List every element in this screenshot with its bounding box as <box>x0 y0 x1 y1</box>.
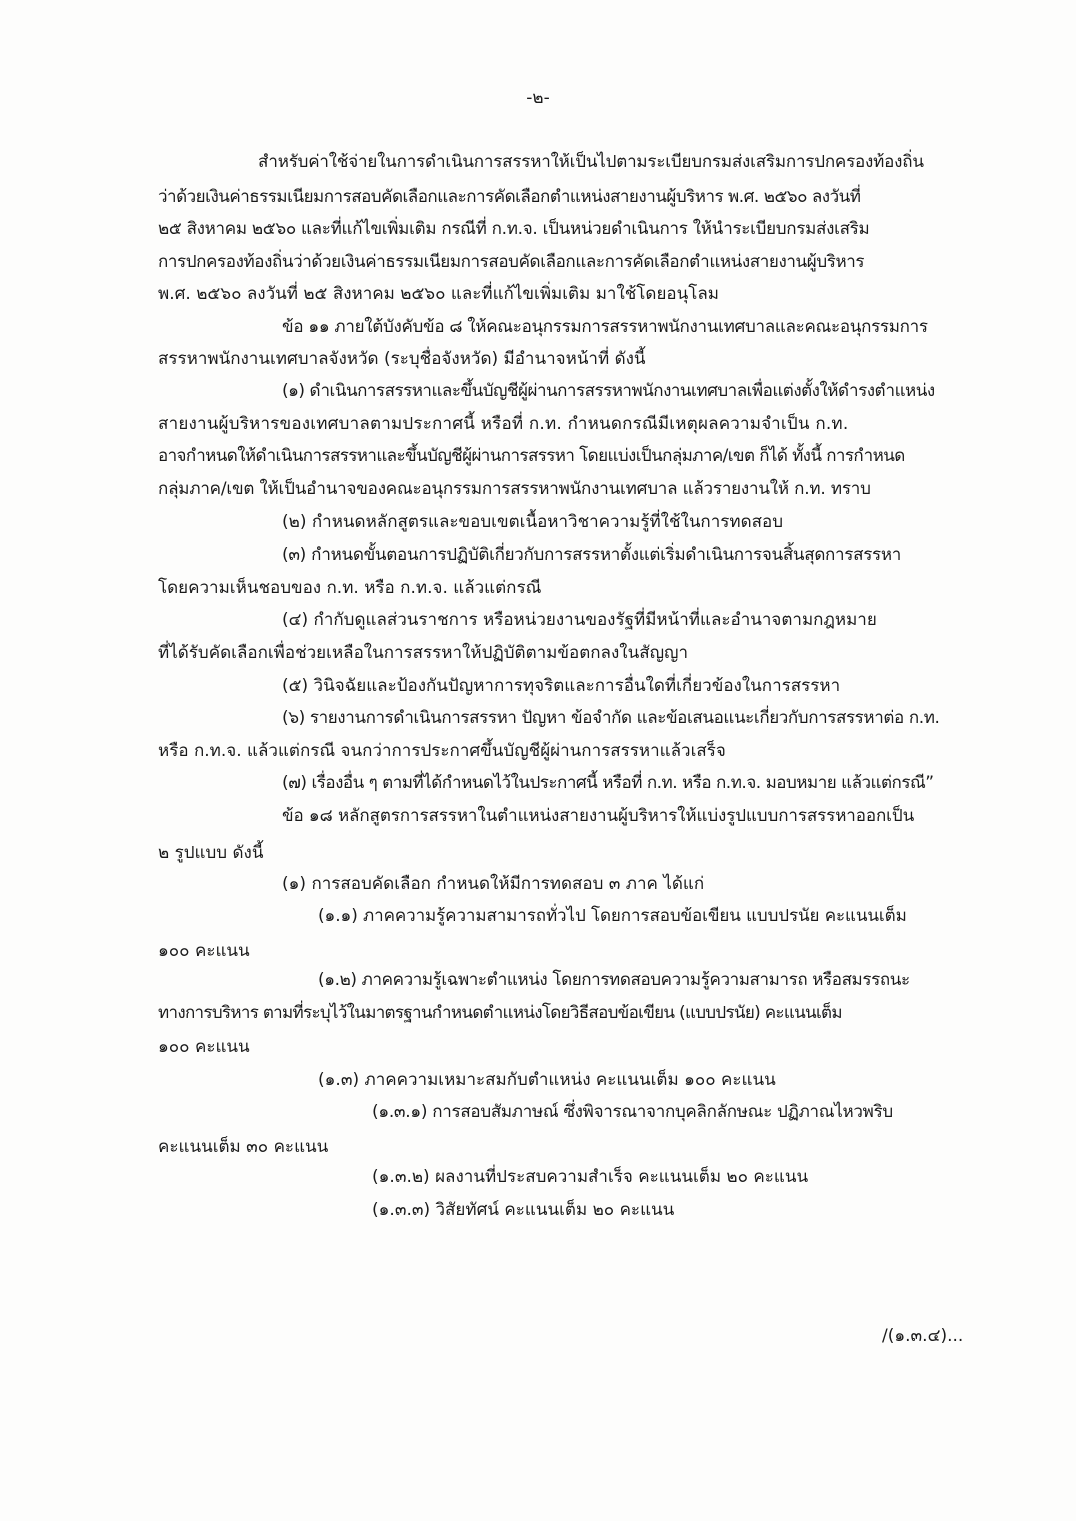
text-line: (๑.๑) ภาคความรู้ความสามารถทั่วไป โดยการสอบข้อเขียน แบบปรนัย คะแนนเต็ม <box>318 906 907 926</box>
text-line: (๑.๓.๑) การสอบสัมภาษณ์ ซึ่งพิจารณาจากบุคลิกลักษณะ ปฏิภาณไหวพริบ <box>372 1102 893 1122</box>
text-line: สายงานผู้บริหารของเทศบาลตามประกาศนี้ หรือที่ ก.ท. กำหนดกรณีมีเหตุผลความจำเป็น ก.ท. <box>158 414 849 434</box>
text-line: ๑๐๐ คะแนน <box>158 941 250 961</box>
text-line: (๕) วินิจฉัยและป้องกันปัญหาการทุจริตและการอื่นใดที่เกี่ยวข้องในการสรรหา <box>282 676 841 696</box>
text-line: (๗) เรื่องอื่น ๆ ตามที่ได้กำหนดไว้ในประกาศนี้ หรือที่ ก.ท. หรือ ก.ท.จ. มอบหมาย แล้วแต่กรณี” <box>282 773 934 793</box>
text-line: อาจกำหนดให้ดำเนินการสรรหาและขึ้นบัญชีผู้ผ่านการสรรหา โดยแบ่งเป็นกลุ่มภาค/เขต ก็ได้ ทั้งนี้ การกำหนด <box>158 446 905 466</box>
text-line: (๑.๓.๓) วิสัยทัศน์ คะแนนเต็ม ๒๐ คะแนน <box>372 1200 675 1220</box>
text-line: ว่าด้วยเงินค่าธรรมเนียมการสอบคัดเลือกและการคัดเลือกตำแหน่งสายงานผู้บริหาร พ.ศ. ๒๕๖๐ ลงวันที่ <box>158 187 861 207</box>
text-line: ๑๐๐ คะแนน <box>158 1037 250 1057</box>
text-line: กลุ่มภาค/เขต ให้เป็นอำนาจของคณะอนุกรรมการสรรหาพนักงานเทศบาล แล้วรายงานให้ ก.ท. ทราบ <box>158 479 871 499</box>
continuation-reference: /(๑.๓.๔)... <box>882 1326 964 1346</box>
text-line: ๒ รูปแบบ ดังนี้ <box>158 843 264 863</box>
text-line: ทางการบริหาร ตามที่ระบุไว้ในมาตรฐานกำหนดตำแหน่งโดยวิธีสอบข้อเขียน (แบบปรนัย) คะแนนเต็ม <box>158 1003 842 1023</box>
text-line: (๑) การสอบคัดเลือก กำหนดให้มีการทดสอบ ๓ ภาค ได้แก่ <box>282 874 705 894</box>
text-line: ข้อ ๑๑ ภายใต้บังคับข้อ ๘ ให้คณะอนุกรรมการสรรหาพนักงานเทศบาลและคณะอนุกรรมการ <box>282 317 928 337</box>
text-line: (๔) กำกับดูแลส่วนราชการ หรือหน่วยงานของรัฐที่มีหน้าที่และอำนาจตามกฎหมาย <box>282 610 877 630</box>
text-line: (๑) ดำเนินการสรรหาและขึ้นบัญชีผู้ผ่านการสรรหาพนักงานเทศบาลเพื่อแต่งตั้งให้ดำรงตำแหน่ง <box>282 381 935 401</box>
text-line: (๑.๒) ภาคความรู้เฉพาะตำแหน่ง โดยการทดสอบความรู้ความสามารถ หรือสมรรถนะ <box>318 970 910 990</box>
text-line: สำหรับค่าใช้จ่ายในการดำเนินการสรรหาให้เป็นไปตามระเบียบกรมส่งเสริมการปกครองท้องถิ่น <box>258 152 924 172</box>
text-line: (๒) กำหนดหลักสูตรและขอบเขตเนื้อหาวิชาความรู้ที่ใช้ในการทดสอบ <box>282 512 784 532</box>
text-line: (๓) กำหนดขั้นตอนการปฏิบัติเกี่ยวกับการสรรหาตั้งแต่เริ่มดำเนินการจนสิ้นสุดการสรรหา <box>282 545 902 565</box>
text-line: โดยความเห็นชอบของ ก.ท. หรือ ก.ท.จ. แล้วแต่กรณี <box>158 578 542 598</box>
page-number: -๒- <box>526 88 550 108</box>
text-line: (๖) รายงานการดำเนินการสรรหา ปัญหา ข้อจำกัด และข้อเสนอแนะเกี่ยวกับการสรรหาต่อ ก.ท. <box>282 708 940 728</box>
text-line: (๑.๓) ภาคความเหมาะสมกับตำแหน่ง คะแนนเต็ม ๑๐๐ คะแนน <box>318 1070 776 1090</box>
text-line: ๒๕ สิงหาคม ๒๕๖๐ และที่แก้ไขเพิ่มเติม กรณีที่ ก.ท.จ. เป็นหน่วยดำเนินการ ให้นำระเบียบกรมส่งเสริม <box>158 219 870 239</box>
text-line: สรรหาพนักงานเทศบาลจังหวัด (ระบุชื่อจังหวัด) มีอำนาจหน้าที่ ดังนี้ <box>158 349 646 369</box>
text-line: (๑.๓.๒) ผลงานที่ประสบความสำเร็จ คะแนนเต็ม ๒๐ คะแนน <box>372 1167 809 1187</box>
text-line: ที่ได้รับคัดเลือกเพื่อช่วยเหลือในการสรรหาให้ปฏิบัติตามข้อตกลงในสัญญา <box>158 643 689 663</box>
text-line: คะแนนเต็ม ๓๐ คะแนน <box>158 1137 329 1157</box>
text-line: หรือ ก.ท.จ. แล้วแต่กรณี จนกว่าการประกาศขึ้นบัญชีผู้ผ่านการสรรหาแล้วเสร็จ <box>158 741 726 761</box>
text-line: พ.ศ. ๒๕๖๐ ลงวันที่ ๒๕ สิงหาคม ๒๕๖๐ และที่แก้ไขเพิ่มเติม มาใช้โดยอนุโลม <box>158 284 719 304</box>
text-line: การปกครองท้องถิ่นว่าด้วยเงินค่าธรรมเนียมการสอบคัดเลือกและการคัดเลือกตำแหน่งสายงานผู้บริหาร <box>158 252 865 272</box>
text-line: ข้อ ๑๘ หลักสูตรการสรรหาในตำแหน่งสายงานผู้บริหารให้แบ่งรูปแบบการสรรหาออกเป็น <box>282 806 915 826</box>
